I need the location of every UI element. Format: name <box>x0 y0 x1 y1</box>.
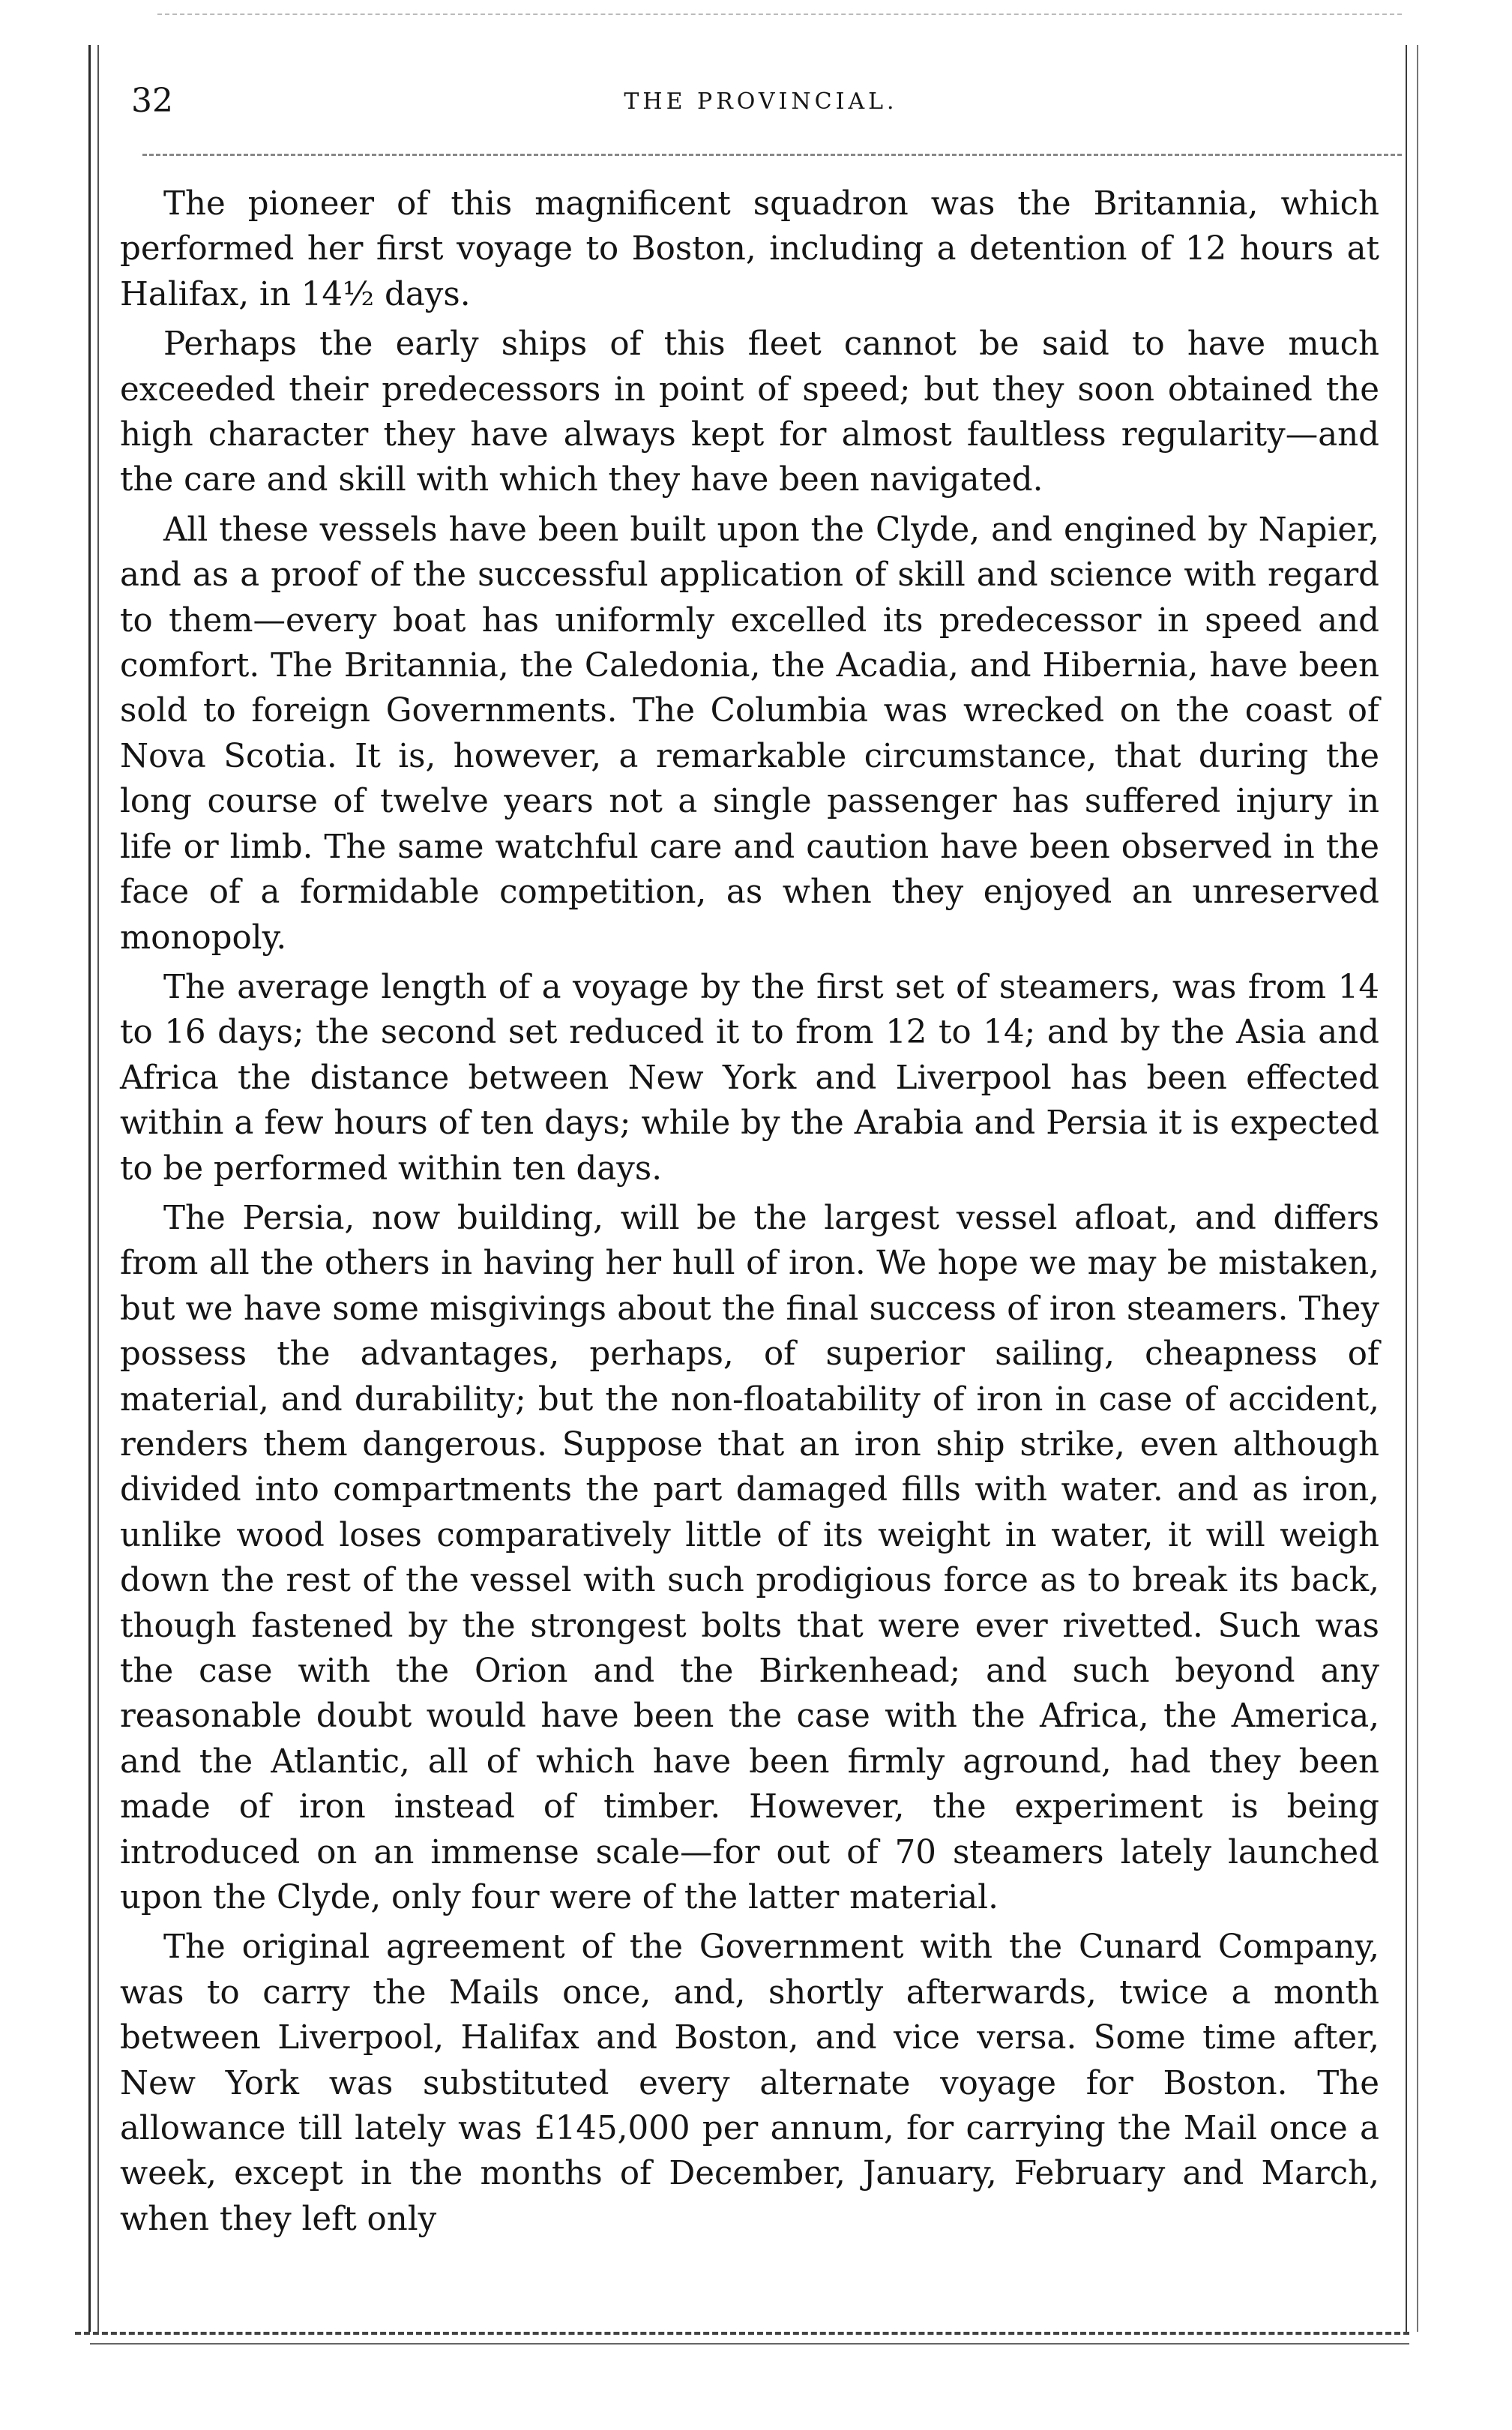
footer-rule <box>75 2332 1409 2335</box>
page-number: 32 <box>131 82 173 120</box>
body-text <box>120 181 1379 2246</box>
paragraph-1: The pioneer of this magnificent squadron was the Britannia, which performed her first voyage to Boston, including a detention of 12 hours at Halifax, in 14½ days. <box>120 185 1379 313</box>
paragraph-4: The average length of a voyage by the first set of steamers, was from 14 to 16 days; the second set reduced it to from 12 to 14; and by the Asia and Africa the distance between New York and Liverpool has been effected within a few hours of ten days; while by the Arabia and Persia it is expected to be performed within ten days. <box>120 968 1379 1188</box>
paragraph-5: The Persia, now building, will be the largest vessel afloat, and differs from all the others in having her hull of iron. We hope we may be mistaken, but we have some misgivings about the final success of iron steamers. They possess the advantages, perhaps, of superior sailing, cheapness of material, and durability; but the non-floatability of iron in case of accident, renders them dangerous. Suppose that an iron ship strike, even although divided into compartments the part damaged fills with water. and as iron, unlike wood loses comparatively little of its weight in water, it will weigh down the rest of the vessel with such prodigious force as to break its back, though fastened by the strongest bolts that were ever rivetted. Such was the case with the Orion and the Birkenhead; and such beyond any reasonable doubt would have been the case with the Africa, the America, and the Atlantic, all of which have been firmly aground, had they been made of iron instead of timber. However, the experiment is being introduced on an immense scale—for out of 70 steamers lately launched upon the Clyde, only four were of the latter material. <box>120 1199 1379 1917</box>
left-border-rule <box>88 45 91 2332</box>
footer-solid-rule <box>90 2343 1409 2345</box>
right-outer-border-rule <box>1417 45 1418 2332</box>
page-header <box>131 79 1391 131</box>
running-title: THE PROVINCIAL. <box>624 88 898 115</box>
paragraph-3: All these vessels have been built upon the Clyde, and engined by Napier, and as a proof of the successful application of skill and science with regard to them—every boat has uniformly excelled its predecessor in speed and comfort. The Britannia, the Caledonia, the Acadia, and Hibernia, have been sold to foreign Governments. The Columbia was wrecked on the coast of Nova Scotia. It is, however, a remarkable circumstance, that during the long course of twelve years not a single passenger has suffered injury in life or limb. The same watchful care and caution have been observed in the face of a formidable competition, as when they enjoyed an unreserved monopoly. <box>120 511 1379 957</box>
paragraph-6: The original agreement of the Government with the Cunard Company, was to carry the Mails once, and, shortly afterwards, twice a month between Liverpool, Halifax and Boston, and vice versa. Some time after, New York was substituted every alternate voyage for Boston. The allowance till lately was £145,000 per annum, for carrying the Mail once a week, except in the months of December, January, February and March, when they left only <box>120 1928 1379 2238</box>
paragraph-2: Perhaps the early ships of this fleet cannot be said to have much exceeded their predecessors in point of speed; but they soon obtained the high character they have always kept for almost faultless regularity—and the care and skill with which they have been navigated. <box>120 325 1379 499</box>
top-edge-rule <box>157 13 1402 15</box>
right-border-rule <box>1406 45 1407 2332</box>
header-rule <box>142 154 1402 156</box>
left-inner-border-rule <box>97 45 99 2332</box>
